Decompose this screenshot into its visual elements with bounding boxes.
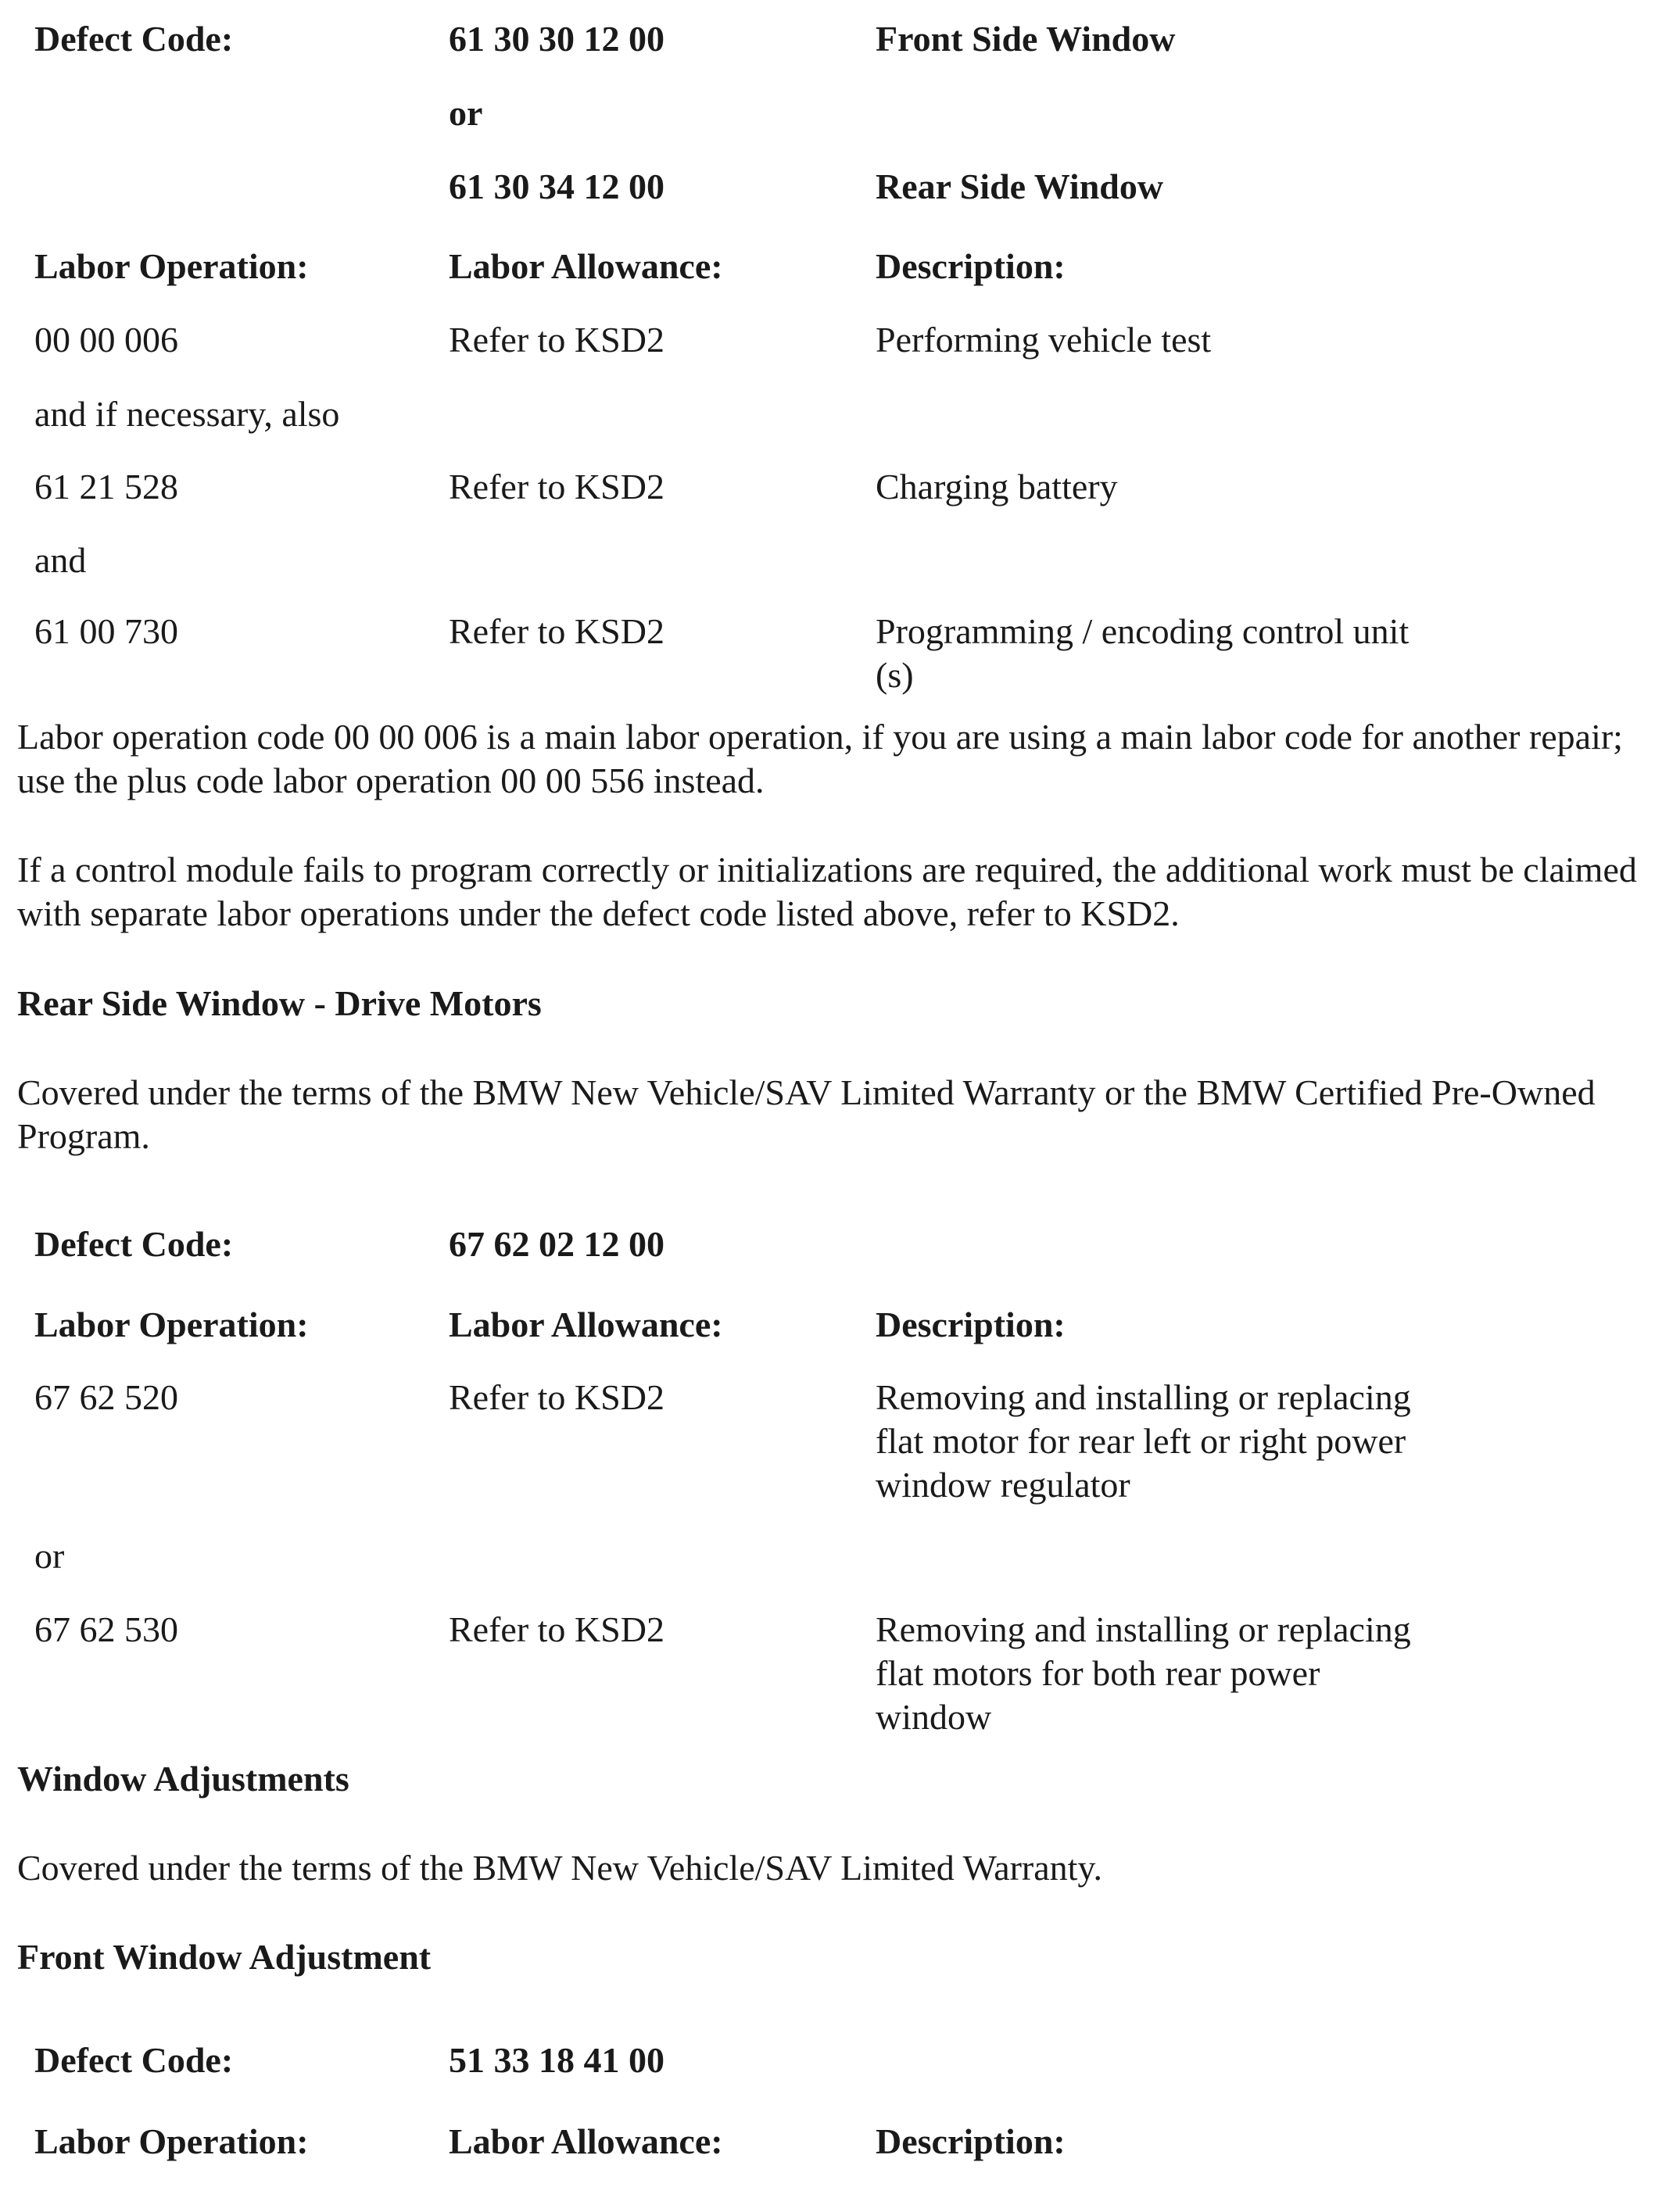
description-cell: Removing and installing or replacing	[876, 1377, 1411, 1417]
defect-code-value: 61 30 30 12 00	[449, 19, 664, 59]
allowance-cell: Refer to KSD2	[449, 1377, 664, 1417]
section-subheading: Front Window Adjustment	[17, 1937, 432, 1977]
or-connector: or	[34, 1536, 65, 1576]
labor-allowance-header: Labor Allowance:	[449, 246, 723, 286]
description-cell-cont: flat motors for both rear power	[876, 1653, 1320, 1693]
description-cell-cont: window	[876, 1697, 992, 1737]
note-paragraph: If a control module fails to program correctly or initializations are required, the additional work must be claimed with separate labor operations under the defect code listed above, refer to KSD2.	[17, 850, 1637, 933]
labor-allowance-header: Labor Allowance:	[449, 1305, 723, 1344]
description-cell: Charging battery	[876, 467, 1118, 507]
labor-op-cell: 61 21 528	[34, 467, 178, 507]
description-header: Description:	[876, 1305, 1066, 1344]
coverage-paragraph: Covered under the terms of the BMW New Vehicle/SAV Limited Warranty.	[17, 1848, 1102, 1888]
labor-op-cell: 67 62 520	[34, 1377, 178, 1417]
labor-operation-header: Labor Operation:	[34, 2121, 309, 2161]
defect-code-desc: Front Side Window	[876, 19, 1176, 59]
description-header: Description:	[876, 2121, 1066, 2161]
labor-op-cell: 00 00 006	[34, 320, 178, 360]
defect-code-label: Defect Code:	[34, 1224, 234, 1264]
allowance-cell: Refer to KSD2	[449, 320, 664, 360]
or-connector: or	[449, 93, 483, 133]
labor-op-cell: 67 62 530	[34, 1609, 178, 1649]
labor-operation-header: Labor Operation:	[34, 246, 309, 286]
description-cell: Performing vehicle test	[876, 320, 1212, 360]
defect-code-label: Defect Code:	[34, 2040, 234, 2080]
description-cell: Programming / encoding control unit	[876, 611, 1410, 651]
labor-op-cell: 61 00 730	[34, 611, 178, 651]
defect-code-desc: Rear Side Window	[876, 166, 1164, 206]
section-heading: Window Adjustments	[17, 1759, 349, 1799]
section-heading: Rear Side Window - Drive Motors	[17, 983, 542, 1023]
description-cell: Removing and installing or replacing	[876, 1609, 1411, 1649]
allowance-cell: Refer to KSD2	[449, 467, 664, 507]
defect-code-value: 61 30 34 12 00	[449, 166, 664, 206]
labor-operation-header: Labor Operation:	[34, 1305, 309, 1344]
defect-code-value: 51 33 18 41 00	[449, 2040, 664, 2080]
allowance-cell: Refer to KSD2	[449, 1609, 664, 1649]
description-header: Description:	[876, 246, 1066, 286]
note-paragraph: Labor operation code 00 00 006 is a main labor operation, if you are using a main labor code for another repair; use the plus code labor operation 00 00 556 instead.	[17, 717, 1623, 800]
description-cell-cont: (s)	[876, 655, 914, 695]
description-cell-cont: flat motor for rear left or right power	[876, 1421, 1406, 1461]
labor-allowance-header: Labor Allowance:	[449, 2121, 723, 2161]
description-cell-cont: window regulator	[876, 1465, 1130, 1505]
row-connector: and	[34, 540, 87, 580]
allowance-cell: Refer to KSD2	[449, 611, 664, 651]
defect-code-label: Defect Code:	[34, 19, 234, 59]
coverage-paragraph: Covered under the terms of the BMW New Vehicle/SAV Limited Warranty or the BMW Certified Pre-Owned Program.	[17, 1072, 1596, 1156]
defect-code-value: 67 62 02 12 00	[449, 1224, 664, 1264]
row-connector: and if necessary, also	[34, 394, 340, 434]
